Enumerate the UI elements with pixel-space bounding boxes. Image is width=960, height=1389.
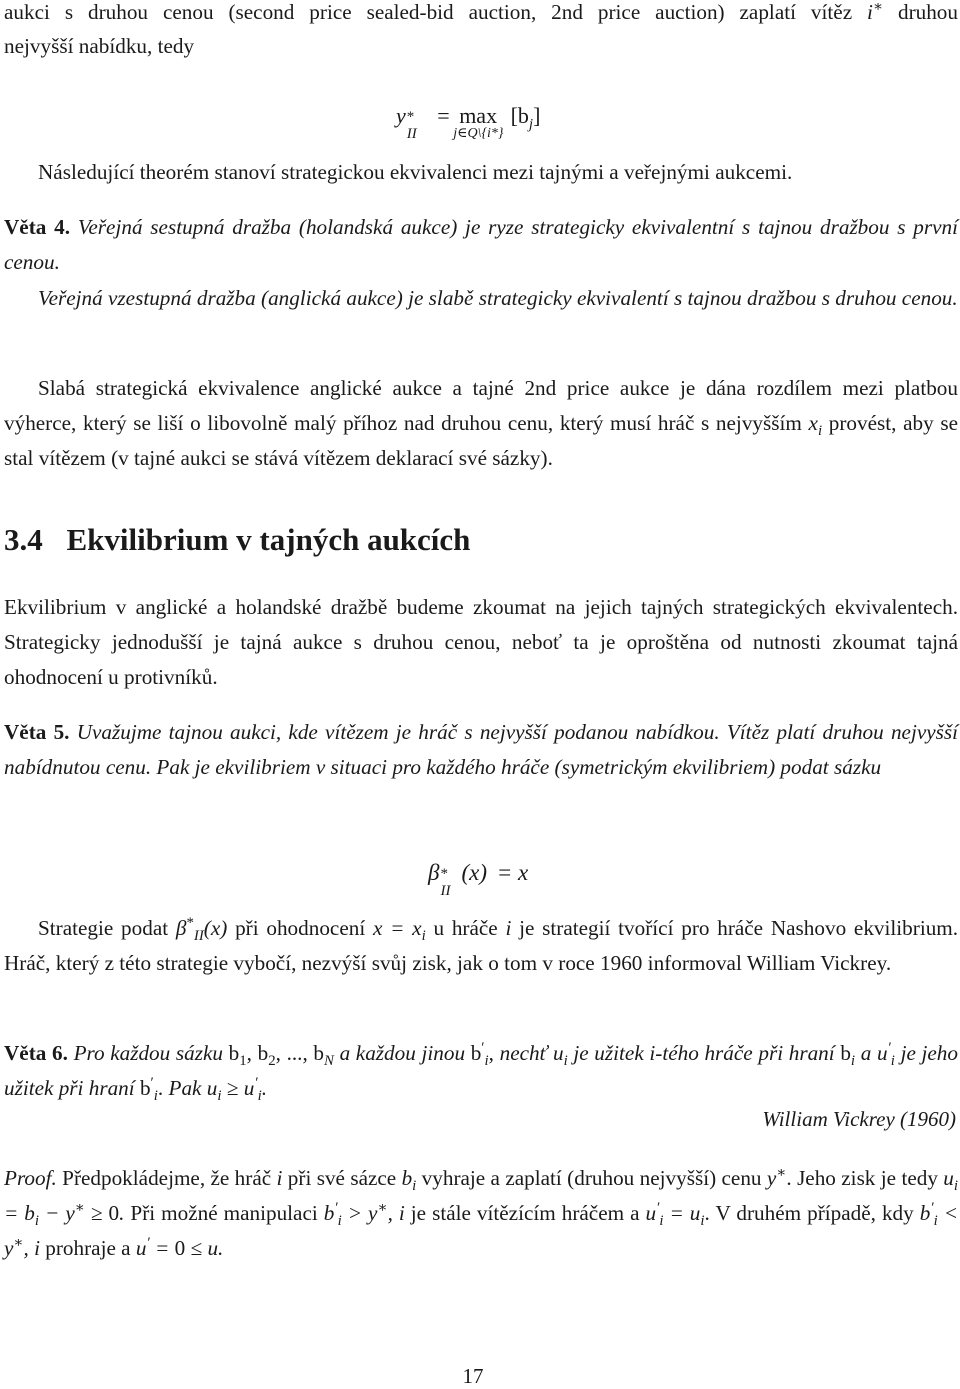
- theorem-6-bi: $b_i$: [840, 1041, 856, 1070]
- equation-second-price: y * II = max j∈Q\{i*} $[b_j]$: [396, 103, 541, 142]
- section-number: 3.4: [4, 522, 43, 557]
- proof-paragraph: Proof. Předpokládejme, že hráč i při své sázce $b_i$ vyhraje a zaplatí (druhou nejvyšší) cenu y∗. Jeho zisk je tedy $u_i = b_i - y^∗ \ge 0$. Při možné manipulaci $b'_i > y^∗$, i je stále vítězícím hráčem a $u'_i = u_i$. V druhém případě, kdy $b'_i < y^∗$, i prohraje a u′ = 0 ≤ u.: [4, 1164, 959, 1260]
- theorem-6-text-2: a každou jinou: [339, 1041, 466, 1065]
- intro-text-end: druhou: [897, 0, 958, 24]
- star-sup: ∗: [872, 0, 884, 15]
- theorem-4-first: [4, 210, 958, 280]
- section-heading: [4, 522, 470, 558]
- theorem-6-text-3: nechť: [499, 1041, 548, 1065]
- theorem-6-ui: $u_i$: [552, 1041, 568, 1070]
- proof-manip: $b'_i > y^∗$, i: [323, 1199, 405, 1230]
- strategy-text-1: Strategie podat: [38, 916, 169, 940]
- proof-ueq: $u'_i = u_i$: [645, 1199, 705, 1230]
- theorem-6-label: Věta 6.: [4, 1041, 68, 1065]
- eq1-equals: =: [437, 103, 450, 128]
- proof-text-6: je stále vítězícím hráčem a: [410, 1201, 640, 1225]
- theorem-6-text-6: je jeho užitek při hraní: [4, 1041, 958, 1100]
- winner-variable: i: [867, 0, 873, 24]
- theorem-5-label: Věta 5.: [4, 720, 70, 744]
- strategy-condition: x = x: [372, 916, 422, 940]
- eq1-max-subscript: j∈Q\{i*}: [453, 126, 504, 141]
- weak-var-sub: i: [817, 423, 823, 440]
- theorem-6-uprime: $u'_i$: [876, 1039, 895, 1070]
- section-title: Ekvilibrium v tajných aukcích: [66, 522, 471, 557]
- equation-beta: β * II (x) = x: [428, 860, 529, 899]
- proof-gain: $u_i = b_i - y^∗ \ge 0$.: [4, 1166, 959, 1230]
- theorem-6-bprime-2: $b'_i$.: [139, 1074, 164, 1105]
- theorem-6-text-1: Pro každou sázku: [73, 1041, 223, 1065]
- strategy-paragraph: [4, 911, 958, 981]
- theorem-6-text-7: Pak: [168, 1076, 202, 1100]
- theorem-6: [4, 1036, 958, 1106]
- weak-text-end: provést, aby se stal vítězem (v tajné aukci se stává vítězem deklarací své sázky).: [4, 411, 958, 470]
- weak-equivalence-paragraph: [4, 371, 958, 476]
- theorem-6-text-4: je užitek i-tého hráče při hraní: [573, 1041, 835, 1065]
- strategy-beta-sub: II: [193, 928, 204, 945]
- proof-text-1: Předpokládejme, že hráč: [62, 1166, 272, 1190]
- proof-text-8: prohraje a: [45, 1236, 131, 1260]
- strategy-condition-sub: i: [421, 928, 426, 945]
- proof-text-5: Při možné manipulaci: [130, 1201, 318, 1225]
- strategy-beta: β: [175, 916, 187, 940]
- eq2-beta: β: [428, 860, 440, 885]
- strategy-player: i: [505, 916, 512, 940]
- proof-text-3: vyhraje a zaplatí (druhou nejvyšší) cenu: [421, 1166, 762, 1190]
- intro-text: aukci s druhou cenou (second price sealed-bid auction, 2nd price auction) zaplatí vítěz: [4, 0, 853, 24]
- theorem-5-text: Uvažujme tajnou aukci, kde vítězem je hráč s nejvyšší podanou nabídkou. Vítěz platí druhou nejvyšší nabídnutou cenu. Pak je ekvilibriem v situaci pro každého hráče (symetrickým ekvilibriem) podat sázku: [4, 720, 959, 779]
- proof-text-7: V druhém případě, kdy: [715, 1201, 914, 1225]
- theorem-6-bprime: $b'_i$,: [470, 1039, 494, 1070]
- theorem-5: [4, 715, 958, 785]
- strategy-text-4: je strategií tvořící pro hráče Nashovo ekvilibrium. Hráč, který z této strategie vybočí, nezvýší svůj zisk, jak o tom v roce 1960 informoval William Vickrey.: [4, 916, 959, 975]
- strategy-text-3: u hráče: [433, 916, 498, 940]
- proof-zero: u′ = 0 ≤ u.: [135, 1234, 224, 1260]
- intro-line-1: [4, 0, 958, 30]
- page-number: 17: [462, 1364, 484, 1388]
- theorem-4-label: Věta 4.: [4, 215, 71, 239]
- attribution: William Vickrey (1960): [762, 1107, 956, 1131]
- eq1-bracket-open: [b: [510, 103, 529, 128]
- theorem-6-text-5: a: [860, 1041, 872, 1065]
- proof-label: Proof.: [4, 1166, 57, 1190]
- strategy-beta-arg: (x): [203, 916, 228, 940]
- eq2-arg: (x): [461, 860, 487, 885]
- weak-text: Slabá strategická ekvivalence anglické aukce a tajné 2nd price aukce je dána rozdílem mezi platbou výherce, který se liší o libovolně malý příhoz nad druhou cenu, který musí hráč s nejvyšším: [4, 376, 958, 435]
- proof-bi: $b_i$: [401, 1166, 417, 1195]
- eq2-rhs: = x: [496, 860, 529, 885]
- proof-text-4: Jeho zisk je tedy: [797, 1166, 938, 1190]
- equilibrium-paragraph: Ekvilibrium v anglické a holandské dražbě budeme zkoumat na jejich tajných strategických ekvivalentech. Strategicky jednodušší je tajná aukce s druhou cenou, neboť ta je oproštěna od nutnosti zkoumat tajná ohodnocení u protivníků.: [4, 595, 958, 689]
- intro-line-2: nejvyšší nabídku, tedy: [4, 34, 195, 58]
- theorem-6-inequality: $u_i \ge u'_i$.: [206, 1074, 267, 1105]
- theorem-6-bids: $b_1$, $b_2$, ..., $b_N$: [228, 1041, 334, 1070]
- proof-lose-cond: $b'_i < y^∗$, i: [4, 1199, 959, 1260]
- eq1-lhs: y: [396, 103, 406, 128]
- weak-var: x: [808, 411, 818, 435]
- theorem-4-second: Veřejná vzestupná dražba (anglická aukce) je slabě strategicky ekvivalentí s tajnou dražbou s druhou cenou.: [38, 286, 958, 310]
- proof-text-2: při své sázce: [287, 1166, 397, 1190]
- strategy-text-2: při ohodnocení: [235, 916, 366, 940]
- proof-player: i: [276, 1166, 283, 1190]
- theorem-4-text-1: Veřejná sestupná dražba (holandská aukce) je ryze strategicky ekvivalentní s tajnou dražbou s první cenou.: [4, 215, 958, 274]
- eq1-bracket-close: ]: [533, 103, 541, 128]
- theorem-intro: Následující theorém stanoví strategickou ekvivalenci mezi tajnými a veřejnými aukcemi.: [38, 160, 793, 184]
- eq1-arg-sub: j: [528, 116, 534, 133]
- eq1-max: max: [459, 103, 498, 128]
- proof-ystar: y∗: [766, 1164, 787, 1190]
- strategy-beta-sup: *: [186, 914, 194, 931]
